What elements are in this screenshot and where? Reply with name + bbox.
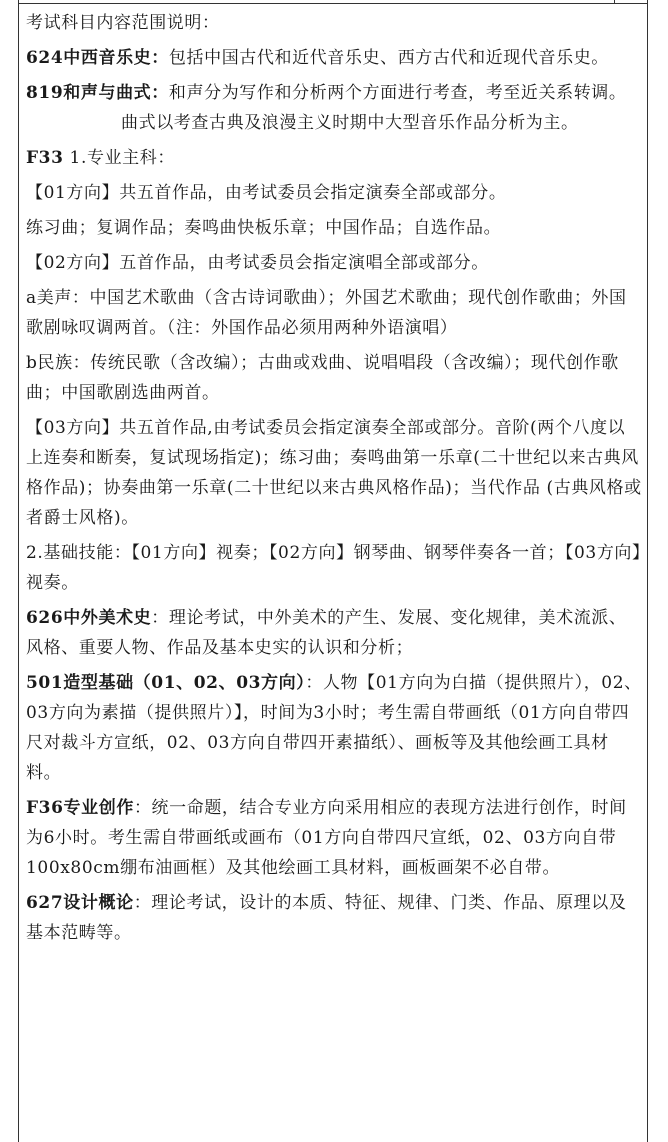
- section-819: [26, 78, 642, 138]
- basic-skills: 2.基础技能：【01方向】视奏；【02方向】钢琴曲、钢琴伴奏各一首；【03方向】视奏。: [26, 543, 642, 593]
- code-501: 501造型基础（01、02、03方向）: [26, 673, 306, 693]
- text-626: ：理论考试，中外美术的产生、发展、变化规律，美术流派、风格、重要人物、作品及基本史实的认识和分析；: [26, 608, 627, 658]
- code-624: 624中西音乐史：: [26, 48, 169, 68]
- section-626: [26, 603, 642, 663]
- direction-01: 【01方向】共五首作品，由考试委员会指定演奏全部或部分。: [26, 183, 507, 203]
- section-f33: [26, 143, 642, 173]
- direction-02: 【02方向】五首作品，由考试委员会指定演唱全部或部分。: [26, 253, 489, 273]
- document-body: [26, 8, 642, 953]
- direction-02-bel-canto: a美声：中国艺术歌曲（含古诗词歌曲）；外国艺术歌曲；现代创作歌曲；外国歌剧咏叹调两首。（注：外国作品必须用两种外语演唱）: [26, 288, 627, 338]
- heading: 考试科目内容范围说明：: [26, 13, 220, 33]
- code-626: 626中外美术史: [26, 608, 152, 628]
- text-627: ：理论考试，设计的本质、特征、规律、门类、作品、原理以及基本范畴等。: [26, 893, 627, 943]
- direction-01-list: 练习曲；复调作品；奏鸣曲快板乐章；中国作品；自选作品。: [26, 218, 502, 238]
- code-f33: F33: [26, 148, 64, 168]
- code-819: 819和声与曲式：: [26, 83, 169, 103]
- section-f36: [26, 793, 642, 883]
- text-819: 和声分为写作和分析两个方面进行考查，考至近关系转调。曲式以考查古典及浪漫主义时期中大型音乐作品分析为主。: [121, 83, 627, 133]
- code-f36: F36专业创作: [26, 798, 134, 818]
- direction-03: 【03方向】共五首作品,由考试委员会指定演奏全部或部分。音阶(两个八度以上连奏和断奏，复试现场指定)；练习曲；奏鸣曲第一乐章(二十世纪以来古典风格作品)；协奏曲第一乐章(二十世纪以来古典风格作品)；当代作品 (古典风格或者爵士风格)。: [26, 418, 642, 528]
- text-f33: 1.专业主科：: [69, 148, 175, 168]
- section-501: [26, 668, 642, 788]
- text-f36: ：统一命题，结合专业方向采用相应的表现方法进行创作，时间为6小时。考生需自带画纸或画布（01方向自带四尺宣纸，02、03方向自带100x80cm绷布油画框）及其他绘画工具材料，画板画架不必自带。: [26, 798, 627, 878]
- section-627: [26, 888, 642, 948]
- direction-02-folk: b民族：传统民歌（含改编）；古曲或戏曲、说唱唱段（含改编）；现代创作歌曲；中国歌剧选曲两首。: [26, 353, 619, 403]
- code-627: 627设计概论: [26, 893, 134, 913]
- text-624: 包括中国古代和近代音乐史、西方古代和近现代音乐史。: [168, 48, 609, 68]
- section-624: [26, 43, 642, 73]
- text-501: ：人物【01方向为白描（提供照片），02、03方向为素描（提供照片）】，时间为3小时；考生需自带画纸（01方向自带四尺对裁斗方宣纸，02、03方向自带四开素描纸）、画板等及其他绘画工具材料。: [26, 673, 642, 783]
